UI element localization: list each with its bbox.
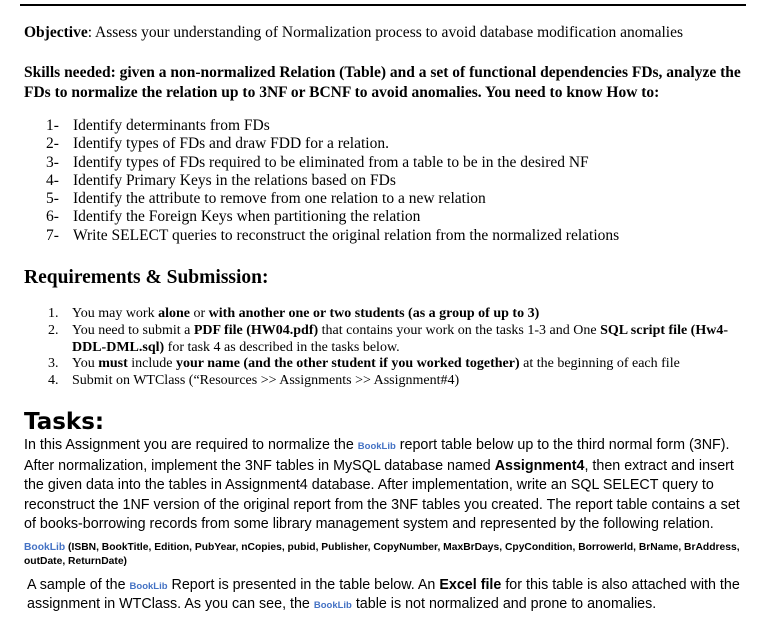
req-text: for task 4 as described in the tasks below. (164, 339, 400, 355)
item-number: 4- (46, 171, 59, 189)
relation-schema (24, 541, 744, 569)
database-name: Assignment4 (494, 457, 585, 474)
item-number: 1. (48, 306, 59, 321)
item-number: 7- (46, 226, 59, 244)
sample-paragraph (27, 577, 753, 614)
list-item (46, 117, 619, 135)
list-item (46, 135, 619, 153)
item-number: 2. (48, 322, 59, 338)
item-text: Identify the attribute to remove from one relation to a new relation (73, 190, 486, 208)
tasks-heading: Tasks: (24, 409, 105, 435)
item-number: 5- (46, 190, 59, 208)
req-bold: SQL script file (Hw4-DDL-DML.sql) (72, 322, 728, 355)
schema-name: BookLib (24, 542, 66, 553)
excel-file-label: Excel file (439, 577, 502, 593)
list-item (46, 172, 619, 190)
list-item (48, 323, 753, 357)
item-text: Identify Primary Keys in the relations based on FDs (73, 171, 396, 189)
req-bold: PDF file (HW04.pdf) (193, 322, 319, 338)
booklib-label: BookLib (129, 581, 168, 592)
item-text: Identify types of FDs and draw FDD for a relation. (73, 135, 389, 153)
req-bold: alone (158, 306, 190, 321)
requirements-list (48, 306, 753, 390)
req-text: You may work (72, 306, 159, 321)
objective-label: Objective (24, 24, 88, 41)
item-number: 3- (46, 153, 59, 171)
booklib-label: BookLib (357, 441, 396, 452)
item-text: Identify the Foreign Keys when partitioning the relation (73, 208, 421, 226)
para-text: for this table is also attached with the assignment in WTClass. As you can see, the (27, 577, 740, 612)
para-text: table is not normalized and prone to anomalies. (351, 595, 657, 612)
item-number: 3. (48, 356, 59, 372)
para-text: In this Assignment you are required to normalize the (24, 437, 358, 453)
tasks-paragraph (24, 436, 750, 535)
requirements-heading: Requirements & Submission: (24, 267, 269, 288)
item-text: Identify types of FDs required to be eliminated from a table to be in the desired NF (73, 153, 589, 171)
skills-intro: Skills needed: given a non-normalized Relation (Table) and a set of functional dependencies FDs, analyze the FDs to normalize the relation up to 3NF or BCNF to avoid anomalies. You need to know How to: (24, 64, 741, 101)
para-text: Report is presented in the table below. An (167, 577, 440, 593)
req-text: You (72, 356, 99, 372)
booklib-label: BookLib (313, 599, 352, 611)
req-bold: must (98, 356, 128, 372)
item-number: 6- (46, 208, 59, 226)
req-text: Submit on WTClass (“Resources >> Assignments >> Assignment#4) (72, 373, 460, 389)
top-divider (20, 4, 746, 6)
objective-line (24, 24, 683, 42)
req-bold: your name (and the other student if you worked together) (176, 356, 520, 372)
list-item (46, 154, 619, 172)
item-text: Write SELECT queries to reconstruct the original relation from the normalized relations (73, 226, 620, 244)
skills-list (46, 117, 619, 245)
req-text: that contains your work on the tasks 1-3 and One (318, 322, 601, 338)
list-item (48, 356, 753, 373)
item-number: 4. (48, 373, 59, 389)
list-item (48, 373, 753, 390)
req-bold: with another one or two students (as a group of up to 3) (208, 306, 540, 321)
req-text: You need to submit a (72, 322, 194, 338)
req-text: at the beginning of each file (519, 356, 680, 372)
para-text: A sample of the (27, 577, 130, 593)
list-item (48, 306, 753, 323)
req-text: include (127, 356, 176, 372)
list-item (46, 227, 619, 245)
objective-text: : Assess your understanding of Normalization process to avoid database modification anomalies (87, 24, 684, 41)
req-text: or (189, 306, 209, 321)
item-number: 2- (46, 135, 59, 153)
para-text: report table below up to the third normal form (3NF). After normalization, implement the 3NF tables in MySQL database named (24, 437, 730, 474)
list-item (46, 190, 619, 208)
para-text: , then extract and insert the given data into the tables in Assignment4 database. After implementation, write an SQL SELECT query to reconstruct the 1NF version of the original report from the 3NF tables you created. The report table contains a set of books-borrowing records from some library management system and represented by the following relation. (24, 457, 740, 532)
item-text: Identify determinants from FDs (73, 117, 270, 134)
schema-attributes: (ISBN, BookTitle, Edition, PubYear, nCopies, pubid, Publisher, CopyNumber, MaxBrDays, CpyCondition, Borrowerld, BrName, BrAddress, outDate, ReturnDate) (24, 542, 740, 567)
item-number: 1- (46, 117, 59, 134)
list-item (46, 208, 619, 226)
